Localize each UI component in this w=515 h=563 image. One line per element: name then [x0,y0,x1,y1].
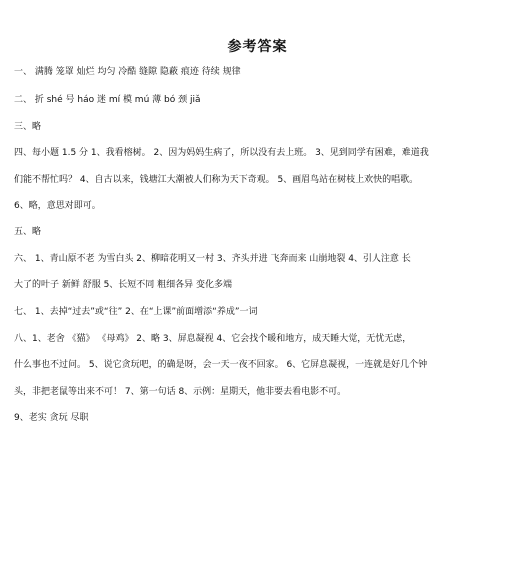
answer-line-3: 三、略 [14,122,42,132]
answer-line-1: 一、 满腾 笼罩 灿烂 均匀 冷酷 缝隙 隐蔽 痕迹 待续 规律 [14,67,241,77]
answer-line-5: 们能不帮忙吗？ 4、自古以来，钱塘江大潮被人们称为天下奇观。 5、画眉鸟站在树枝上欢快的唱歌。 [14,175,419,185]
answer-line-11: 八、1、老舍 《猫》 《母鸡》 2、略 3、屏息凝视 4、它会找个暖和地方，成天睡大觉，无忧无虑， [14,334,412,344]
answer-line-9: 大了的叶子 新鲜 舒服 5、长短不同 粗细各异 变化多端 [14,280,233,290]
answer-line-13: 头，非把老鼠等出来不可！ 7、第一句话 8、示例：星期天，他非要去看电影不可。 [14,387,347,397]
page-title: 参考答案 [227,39,288,55]
answer-line-6: 6、略，意思对即可。 [14,201,101,211]
answer-line-12: 什么事也不过问。 5、说它贪玩吧，的确是呀，会一天一夜不回家。 6、它屏息凝视，一连就是好几个钟 [14,360,428,370]
answer-line-10: 七、 1、去掉“过去”或“往” 2、在“上课”前面增添“养成”一词 [14,307,258,317]
answer-line-8: 六、 1、青山原不老 为雪白头 2、柳暗花明又一村 3、齐头并进 飞奔而来 山崩地裂 4、引人注意 长 [14,254,411,264]
answer-line-4: 四、每小题 1.5 分 1、我看榕树。 2、因为妈妈生病了，所以没有去上班。 3、见到同学有困难，难道我 [14,148,429,158]
answer-line-2: 二、 折 shé 号 háo 迷 mí 模 mú 薄 bó 颈 jiǎ [14,95,201,105]
answer-line-7: 五、略 [14,227,42,237]
answer-line-14: 9、老实 贪玩 尽职 [14,413,89,423]
